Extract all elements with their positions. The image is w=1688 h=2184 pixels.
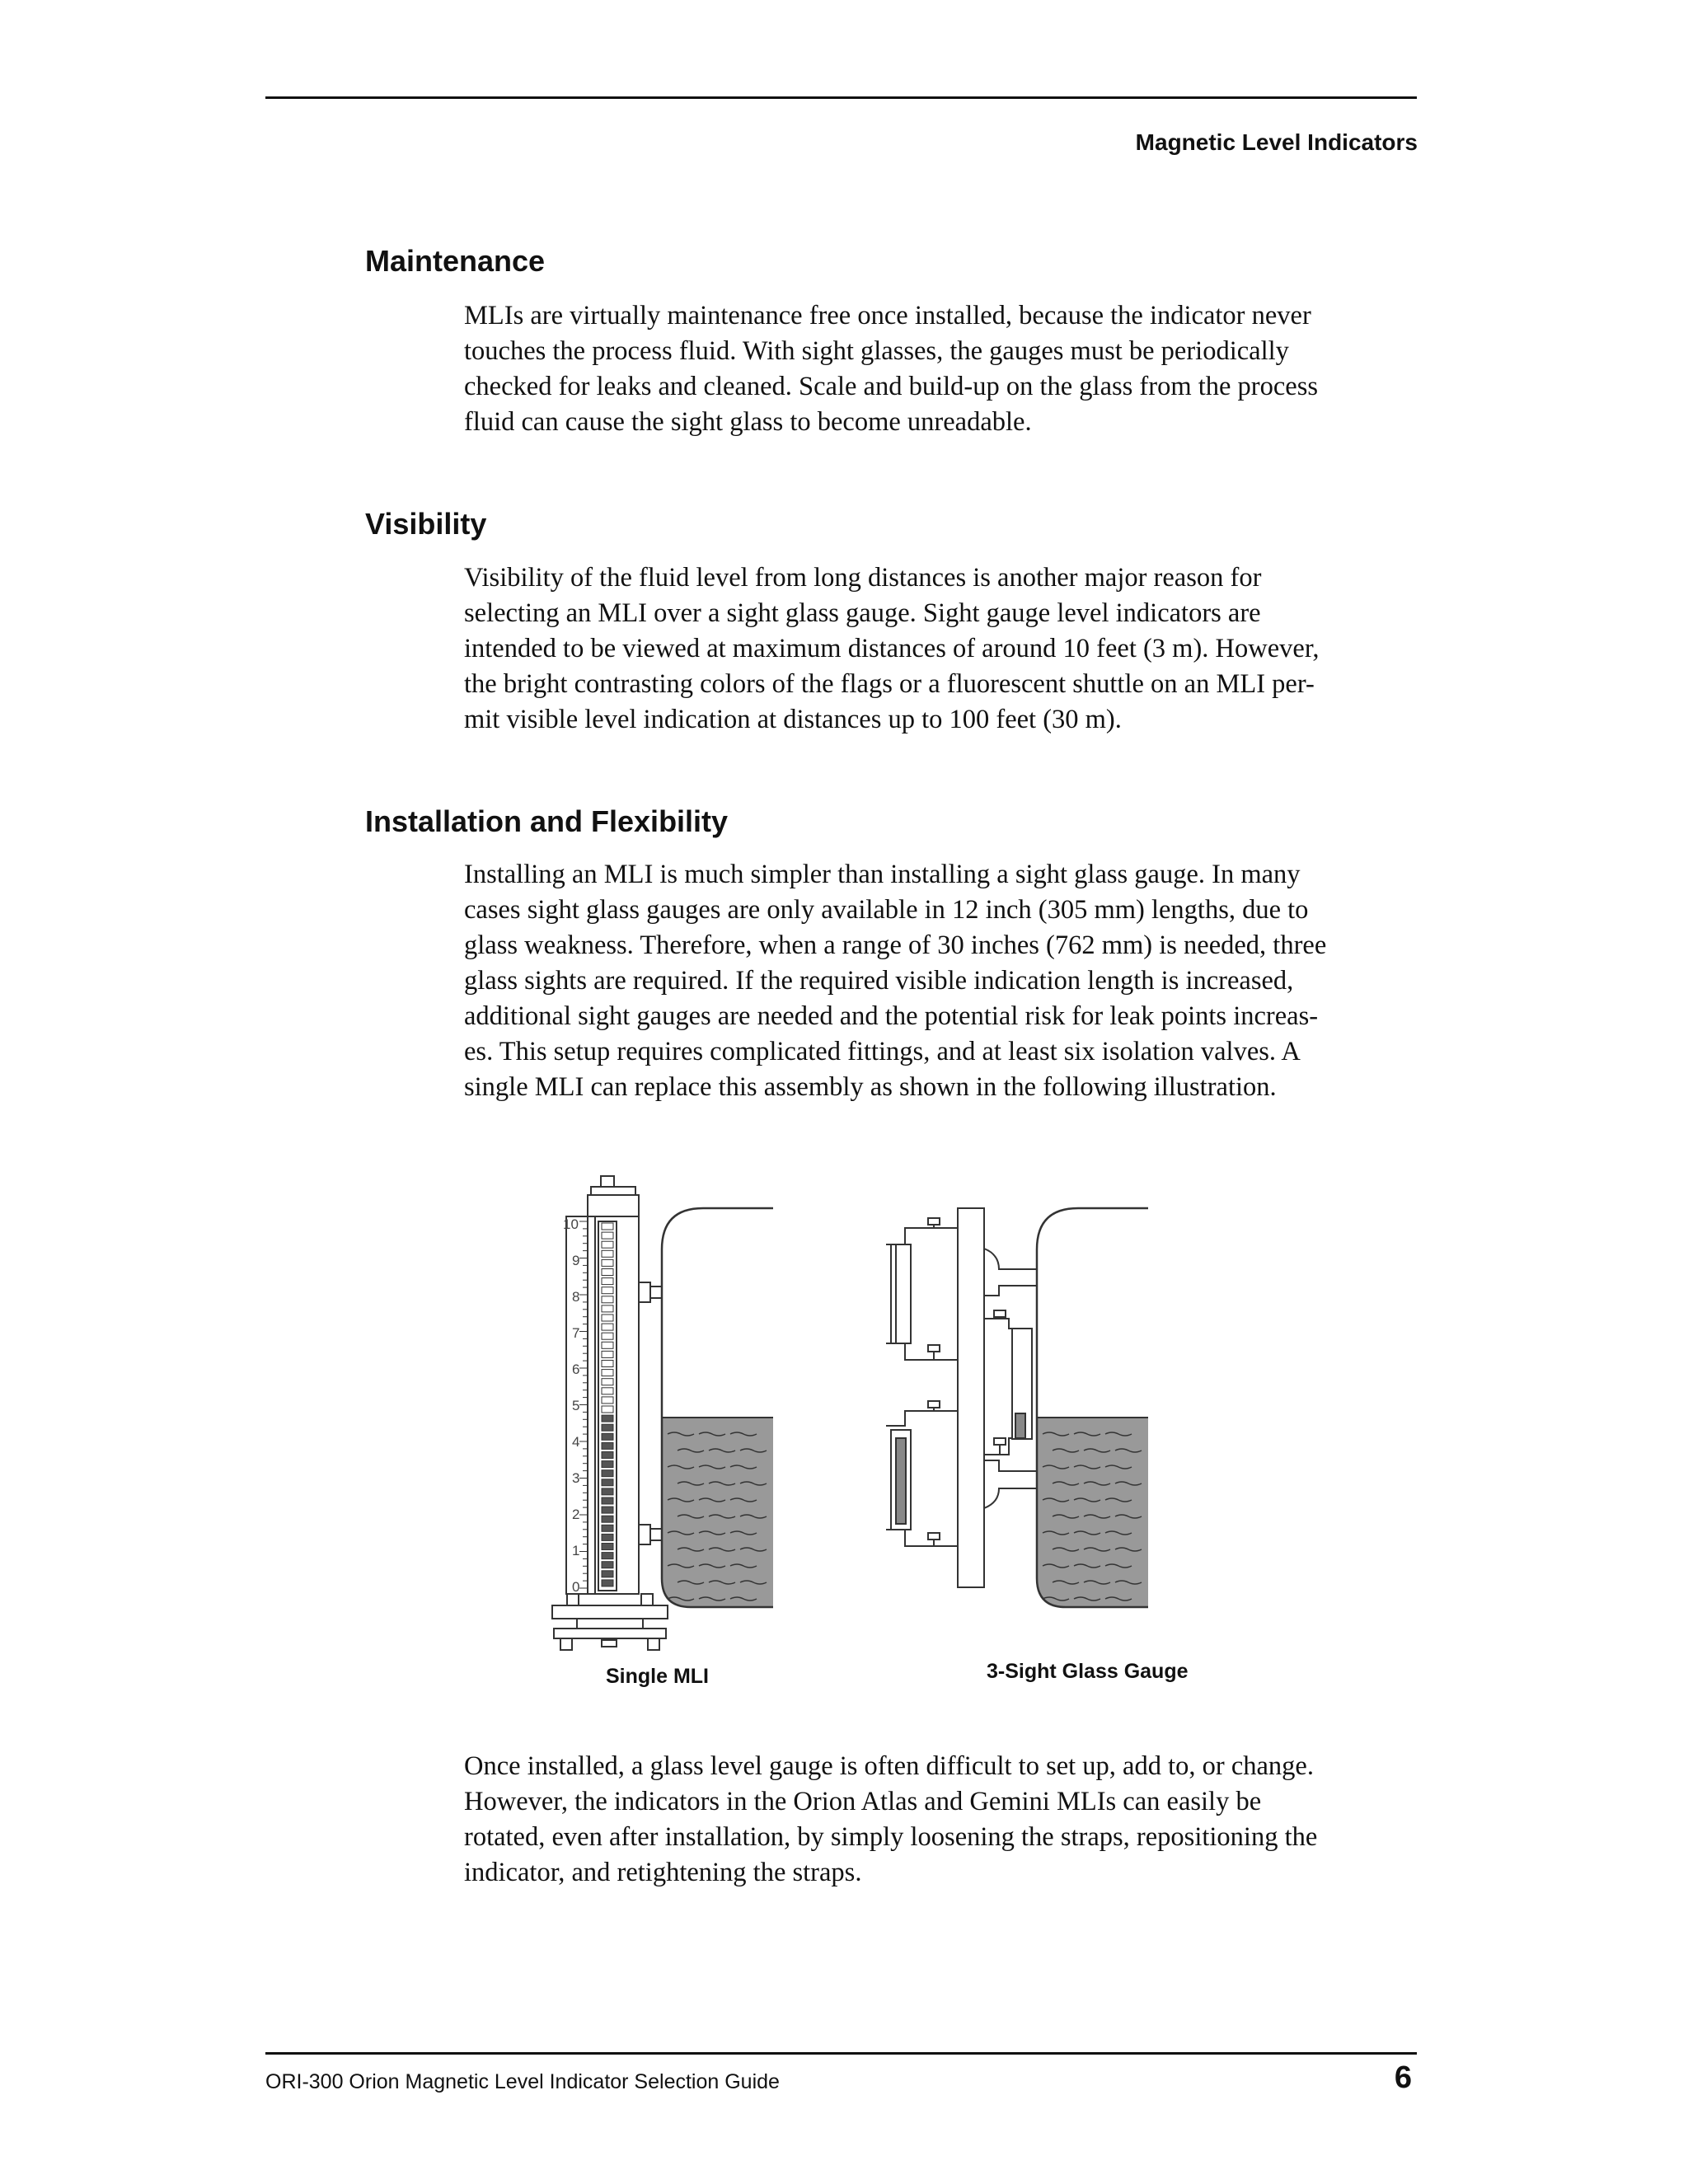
indicator-flag: [602, 1269, 613, 1276]
text-line: selecting an MLI over a sight glass gauge. Sight gauge level indicators are: [464, 598, 1261, 628]
indicator-flag: [602, 1287, 613, 1294]
heading-visibility: Visibility: [365, 507, 487, 541]
text-line: additional sight gauges are needed and the potential risk for leak points increas-: [464, 1001, 1319, 1031]
indicator-flag: [602, 1259, 613, 1266]
indicator-flag: [602, 1342, 613, 1348]
indicator-flag: [602, 1305, 613, 1312]
indicator-flag: [602, 1452, 613, 1459]
sight-glass-drawing: [886, 1208, 1037, 1587]
indicator-flag: [602, 1497, 613, 1504]
text-line: checked for leaks and cleaned. Scale and build-up on the glass from the process: [464, 372, 1319, 401]
page-number: 6: [1394, 2060, 1412, 2095]
indicator-flag: [602, 1379, 613, 1385]
indicator-flag: [602, 1241, 613, 1248]
scale-label: 7: [572, 1325, 580, 1341]
indicator-flag: [602, 1424, 613, 1431]
tank-left: [659, 1208, 775, 1609]
indicator-flag: [602, 1516, 613, 1522]
indicator-flag: [602, 1433, 613, 1440]
paragraph-maintenance: [464, 298, 1412, 440]
single-mli-drawing: [552, 1176, 668, 1650]
text-line: indicator, and retightening the straps.: [464, 1858, 862, 1887]
indicator-flag: [602, 1278, 613, 1285]
indicator-flag: [602, 1488, 613, 1495]
scale-label: 8: [572, 1289, 580, 1305]
indicator-flag: [602, 1361, 613, 1367]
caption-sight-glass: 3-Sight Glass Gauge: [987, 1660, 1189, 1683]
text-line: intended to be viewed at maximum distances of around 10 feet (3 m). However,: [464, 634, 1320, 663]
footer-title: ORI-300 Orion Magnetic Level Indicator Selection Guide: [265, 2070, 780, 2093]
text-line: However, the indicators in the Orion Atlas and Gemini MLIs can easily be: [464, 1787, 1262, 1816]
tank-right: [1034, 1208, 1150, 1609]
indicator-flag: [602, 1351, 613, 1357]
text-line: fluid can cause the sight glass to become unreadable.: [464, 407, 1032, 437]
indicator-flag: [602, 1370, 613, 1376]
indicator-flag: [602, 1580, 613, 1586]
indicator-flag: [602, 1415, 613, 1422]
text-line: glass sights are required. If the required visible indication length is increased,: [464, 966, 1294, 996]
indicator-flag: [602, 1461, 613, 1468]
scale-label: 1: [572, 1543, 580, 1558]
text-line: cases sight glass gauges are only available in 12 inch (305 mm) lengths, due to: [464, 895, 1309, 925]
text-line: touches the process fluid. With sight glasses, the gauges must be periodically: [464, 336, 1289, 366]
scale-label: 6: [572, 1361, 580, 1377]
indicator-flag: [602, 1232, 613, 1239]
indicator-flag: [602, 1250, 613, 1257]
indicator-flag: [602, 1525, 613, 1531]
scale-label: 9: [572, 1253, 580, 1268]
indicator-flag: [602, 1571, 613, 1577]
indicator-flag: [602, 1324, 613, 1330]
indicator-flag: [602, 1507, 613, 1513]
scale-label: 2: [572, 1507, 580, 1522]
indicator-flag: [602, 1223, 613, 1230]
paragraph-visibility: [464, 560, 1412, 738]
text-line: the bright contrasting colors of the flags or a fluorescent shuttle on an MLI per-: [464, 669, 1315, 699]
caption-single-mli: Single MLI: [606, 1665, 709, 1688]
paragraph-closing: [464, 1749, 1412, 1891]
indicator-flag: [602, 1562, 613, 1568]
scale-label: 10: [563, 1216, 579, 1232]
running-header: Magnetic Level Indicators: [1135, 129, 1418, 155]
indicator-flag: [602, 1479, 613, 1486]
text-line: es. This setup requires complicated fittings, and at least six isolation valves. A: [464, 1037, 1301, 1066]
heading-maintenance: Maintenance: [365, 244, 546, 278]
indicator-flag: [602, 1388, 613, 1394]
scale-label: 5: [572, 1398, 580, 1413]
indicator-flag: [602, 1397, 613, 1404]
indicator-flag: [602, 1315, 613, 1321]
indicator-flag: [602, 1333, 613, 1339]
scale-label: 0: [572, 1579, 580, 1595]
indicator-flag: [602, 1442, 613, 1449]
scale-label: 4: [572, 1434, 580, 1450]
text-line: glass weakness. Therefore, when a range of 30 inches (762 mm) is needed, three: [464, 930, 1327, 960]
text-line: rotated, even after installation, by simply loosening the straps, repositioning the: [464, 1822, 1318, 1852]
mli-vs-sight-glass-illustration: [536, 1162, 1170, 1673]
indicator-flag: [602, 1296, 613, 1303]
text-line: Installing an MLI is much simpler than installing a sight glass gauge. In many: [464, 860, 1301, 889]
paragraph-installation: [464, 857, 1412, 1105]
indicator-flag: [602, 1553, 613, 1559]
text-line: Visibility of the fluid level from long distances is another major reason for: [464, 563, 1262, 593]
footer-rule: [265, 2052, 1417, 2055]
scale-label: 3: [572, 1470, 580, 1486]
header-rule: [265, 96, 1417, 99]
text-line: mit visible level indication at distances up to 100 feet (30 m).: [464, 705, 1122, 734]
text-line: MLIs are virtually maintenance free once installed, because the indicator never: [464, 301, 1311, 330]
indicator-flag: [602, 1544, 613, 1550]
text-line: single MLI can replace this assembly as shown in the following illustration.: [464, 1072, 1277, 1102]
indicator-flag: [602, 1470, 613, 1477]
indicator-flag: [602, 1534, 613, 1540]
heading-installation: Installation and Flexibility: [365, 804, 729, 838]
text-line: Once installed, a glass level gauge is often difficult to set up, add to, or change.: [464, 1751, 1314, 1781]
indicator-flag: [602, 1406, 613, 1413]
